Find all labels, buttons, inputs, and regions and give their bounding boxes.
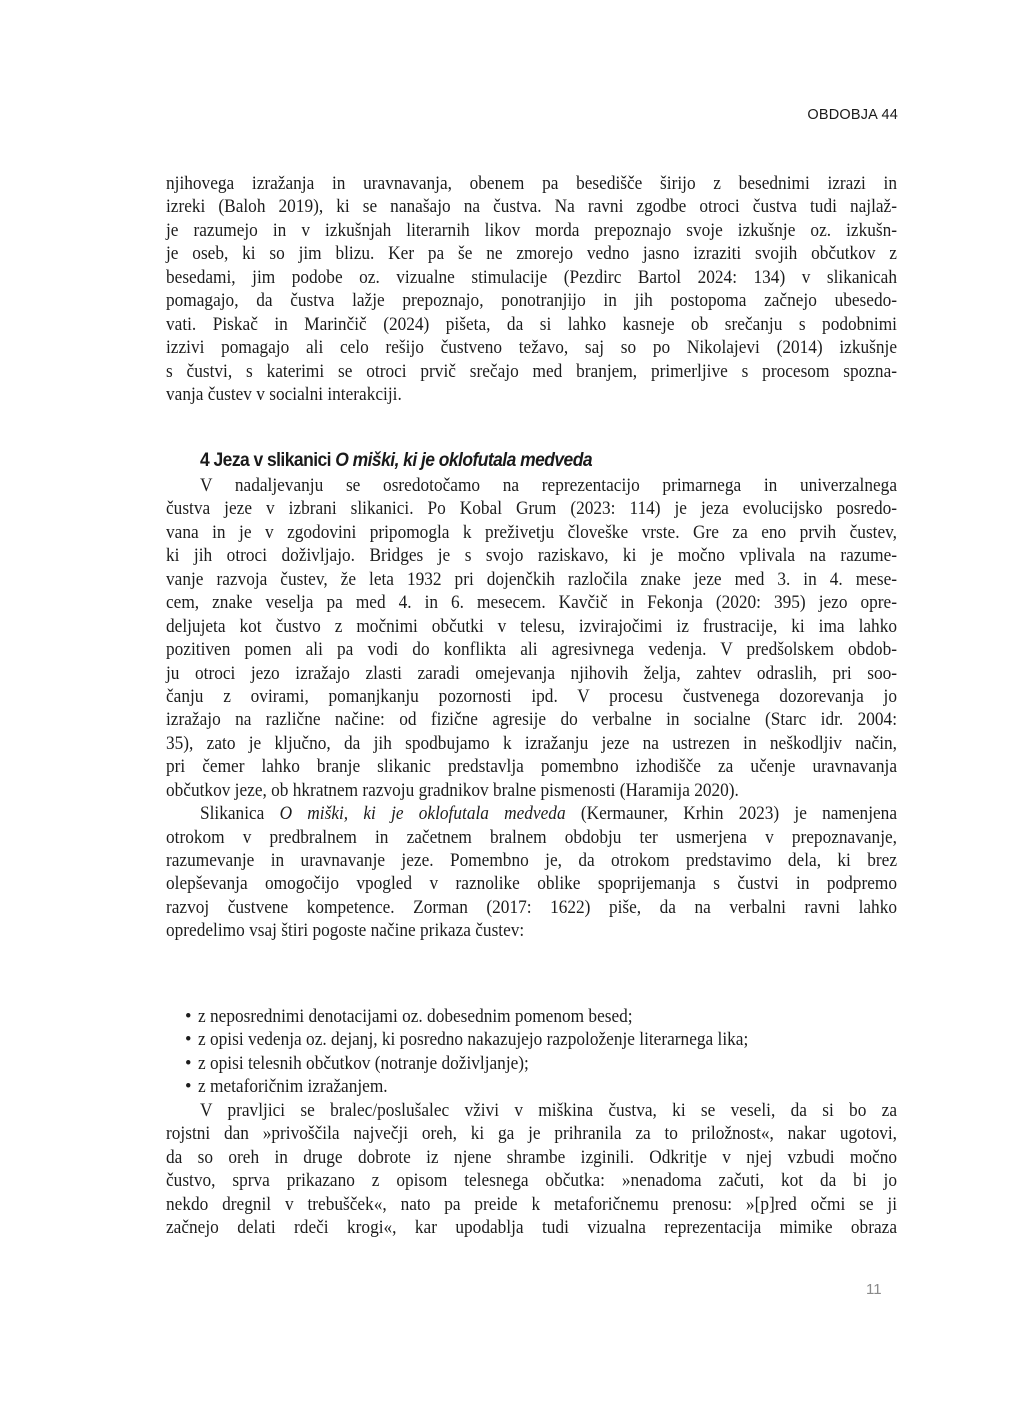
text-line: vana in je v zgodovini pripomogla k preživetju človeške vrste. Gre za eno prvih čustev, bbox=[166, 521, 898, 543]
text-line: čanju z ovirami, pomanjkanju pozornosti ipd. V procesu čustvenega dozorevanja jo bbox=[166, 685, 898, 707]
bullet-icon: • bbox=[185, 1052, 192, 1074]
section-heading bbox=[200, 450, 592, 472]
section-heading-title: 4 Jeza v slikanici bbox=[200, 450, 336, 471]
paragraph-2 bbox=[166, 474, 897, 943]
text-line: rojstni dan »privoščila največji oreh, ki ga je prihranila za to priložnost«, nakar ugotovi, bbox=[166, 1123, 897, 1145]
bullet-icon: • bbox=[185, 1076, 192, 1098]
text-line: izzivi pomagajo ali celo rešijo čustveno težavo, saj so po Nikolajevi (2014) izkušnje bbox=[166, 337, 897, 359]
text-line: pri čemer lahko branje slikanic predstavlja pomembno izhodišče za učenje uravnavanja bbox=[166, 756, 898, 778]
text-line: ki jih otroci doživljajo. Bridges je s svojo raziskavo, ki je močno vplivala na razume- bbox=[166, 545, 898, 567]
bullet-list bbox=[166, 1005, 897, 1099]
text-line: s čustvi, s katerimi se otroci prvič srečajo med branjem, primerljive s procesom spozna- bbox=[166, 360, 898, 382]
text-line: razumevanje in uravnavanje jeze. Pomembno je, da otrokom predstavimo dela, ki brez bbox=[166, 850, 897, 871]
list-item: • z metaforičnim izražanjem. bbox=[185, 1076, 388, 1098]
text-line: vati. Piskač in Marinčič (2024) pišeta, da si lahko kasneje ob srečanju s podobnimi bbox=[166, 313, 897, 335]
paragraph-1 bbox=[166, 172, 897, 406]
text-line: Slikanica O miški, ki je oklofutala medveda (Kermauner, Krhin 2023) je namenjena bbox=[200, 803, 897, 825]
text-line: začnejo delati rdeči krogi«, kar upodablja tudi vizualna reprezentacija mimike obraza bbox=[166, 1217, 897, 1239]
text-line: je oseb, ki so jim blizu. Ker pa še ne zmorejo vedno jasno izraziti svojih občutkov z bbox=[166, 243, 897, 265]
text-line: cem, znake veselja pa med 4. in 6. mesecem. Kavčič in Fekonja (2020: 395) jezo opre- bbox=[166, 592, 897, 614]
running-head: OBDOBJA 44 bbox=[807, 107, 898, 123]
list-item: • z neposrednimi denotacijami oz. dobesednim pomenom besed; bbox=[185, 1006, 633, 1027]
bullet-icon: • bbox=[185, 1006, 192, 1027]
text-line: V pravljici se bralec/poslušalec vživi v miškina čustva, ki se veseli, da si bo za bbox=[200, 1100, 898, 1121]
text-line: vanja čustev v socialni interakciji. bbox=[166, 383, 402, 405]
text-line: pozitiven pomen ali pa vodi do konflikta ali agresivnega vedenja. V predšolskem obdob- bbox=[166, 639, 897, 661]
text-line: nekdo dregnil v trebušček«, nato pa preide k metaforičnemu prenosu: »[p]red očmi se ji bbox=[166, 1193, 897, 1215]
text-line: da so oreh in druge dobrote iz njene shrambe izginili. Odkritje v njej vzbudi močno bbox=[166, 1146, 897, 1168]
bullet-icon: • bbox=[185, 1029, 192, 1051]
text-line: izreki (Baloh 2019), ki se nanašajo na čustva. Na ravni zgodbe otroci čustva tudi najlaž- bbox=[166, 196, 897, 218]
text-line: 35), zato je ključno, da jih spodbujamo k izražanju jeze na ustrezen in neškodljiv način, bbox=[166, 732, 898, 754]
text-line: deljujeta kot čustvo z močnimi občutki v telesu, izvirajočimi iz frustracije, ki ima lahko bbox=[166, 615, 897, 637]
paragraph-3 bbox=[166, 802, 897, 943]
text-line: občutkov jeze, ob hkratnem razvoju gradnikov bralne pismenosti (Haramija 2020). bbox=[166, 779, 739, 801]
text-line: besedami, jim podobe oz. vizualne stimulacije (Pezdirc Bartol 2024: 134) v slikanicah bbox=[166, 266, 897, 288]
book-title-italic: O miški, ki je oklofutala medveda bbox=[279, 803, 566, 825]
text-line: je razumejo in v izkušnjah literarnih likov morda prepoznajo svoje izkušnje oz. izkušn- bbox=[166, 219, 898, 241]
text-line: čustva jeze v izbrani slikanici. Po Kobal Grum (2023: 114) je jeza evolucijsko posredo- bbox=[166, 498, 897, 520]
page-number: 11 bbox=[866, 1281, 882, 1298]
text-line: čustvo, sprva prikazano z opisom telesnega občutka: »nenadoma začuti, kot da bi jo bbox=[166, 1170, 897, 1192]
list-item: • z opisi vedenja oz. dejanj, ki posredno nakazujejo razpoloženje literarnega lika; bbox=[185, 1029, 749, 1051]
text-line: opredelimo vsaj štiri pogoste načine prikaza čustev: bbox=[166, 920, 525, 942]
text-line: razvoj čustvene kompetence. Zorman (2017: 1622) piše, da na verbalni ravni lahko bbox=[166, 896, 897, 918]
text-line: vanje razvoja čustev, že leta 1932 pri dojenčkih razločila znake jeze med 3. in 4. mese- bbox=[166, 568, 898, 590]
list-item: • z opisi telesnih občutkov (notranje doživljanje); bbox=[185, 1052, 529, 1074]
text-line: ju otroci jezo izražajo zlasti zaradi omejevanja njihovih želja, zahtev odraslih, pri soo- bbox=[166, 662, 898, 684]
text-line: olepševanja omogočijo vpogled v raznolike oblike spoprijemanja s čustvi in podpremo bbox=[166, 873, 897, 895]
text-line: izražajo na različne načine: od fizične agresije do verbalne in socialne (Starc idr. 2004: bbox=[166, 709, 898, 731]
text-line: njihovega izražanja in uravnavanja, obenem pa besedišče širijo z besednimi izrazi in bbox=[166, 173, 897, 194]
paragraph-4 bbox=[166, 1099, 897, 1240]
text-line: otrokom v predbralnem in začetnem bralnem obdobju ter usmerjena v prepoznavanje, bbox=[166, 826, 897, 848]
section-heading-book-title: O miški, ki je oklofutala medveda bbox=[335, 450, 593, 471]
text-line: pomagajo, da čustva lažje prepoznajo, ponotranjijo in jih postopoma začnejo ubesedo- bbox=[166, 290, 897, 312]
text-line: V nadaljevanju se osredotočamo na reprezentacijo primarnega in univerzalnega bbox=[200, 475, 898, 496]
